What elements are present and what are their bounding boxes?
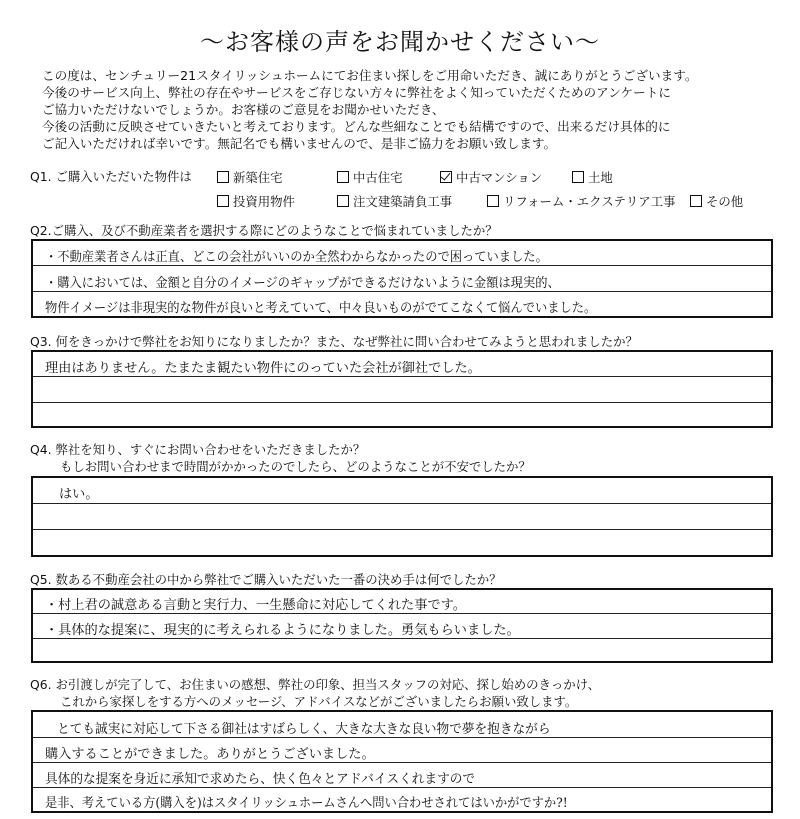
q6-answer-line: 具体的な提案を身近に承知で求めたら、快く色々とアドバイスくれますので	[45, 772, 476, 787]
checkbox-icon[interactable]	[572, 171, 584, 183]
q2-answer-line: ・購入においては、金額と自分のイメージのギャップができるだけないように金額は現実的、	[45, 276, 560, 291]
intro-line: ご記入いただければ幸いです。無記名でも構いませんので、是非ご協力をお願い致します。	[42, 136, 557, 151]
checkbox-icon[interactable]	[217, 171, 229, 183]
checkbox-icon[interactable]	[487, 195, 499, 207]
rule-line	[33, 291, 771, 292]
rule-line	[33, 762, 771, 763]
survey-title: 〜お客様の声をお聞かせください〜	[200, 28, 600, 56]
rule-line	[33, 503, 771, 504]
q2-question: Q2.ご購入、及び不動産業者を選択する際にどのようなことで悩まれていましたか？	[30, 223, 498, 238]
intro-line: 今後のサービス向上、弊社の存在やサービスをご存じない方々に弊社をよく知っていただくためのアンケートに	[42, 85, 671, 100]
q1-option-investment[interactable]: 投資用物件	[217, 192, 295, 210]
q2-answer-line: 物件イメージは非現実的な物件が良いと考えていて、中々良いものがでてこなくて悩んでいました。	[45, 301, 597, 316]
q6-answer-box[interactable]	[31, 710, 773, 813]
intro-line: ご協力いただけないでしょうか。お客様のご意見をお聞かせいただき、	[42, 102, 445, 117]
intro-paragraph	[42, 67, 782, 152]
q6-question-line: Q6. お引渡しが完了して、お住まいの感想、弊社の印象、担当スタッフの対応、探し始めのきっかけ、	[30, 677, 600, 692]
q4-answer-box[interactable]	[31, 476, 773, 557]
rule-line	[33, 638, 771, 639]
rule-line	[33, 787, 771, 788]
q6-answer-line: 購入することができました。ありがとうございました。	[45, 747, 375, 762]
q5-answer-box[interactable]	[31, 588, 773, 663]
q5-answer-line: ・村上君の誠意ある言動と実行力、一生懸命に対応してくれた事です。	[45, 598, 466, 613]
intro-line: 今後の活動に反映させていきたいと考えております。どんな些細なことでも結構ですので、出来るだけ具体的に	[42, 119, 671, 134]
checkbox-checked-icon[interactable]	[440, 171, 452, 183]
rule-line	[33, 402, 771, 403]
checkbox-icon[interactable]	[690, 195, 702, 207]
q2-answer-box[interactable]	[31, 239, 773, 318]
q1-option-custom-build[interactable]: 注文建築請負工事	[337, 192, 452, 210]
q1-option-used-house[interactable]: 中古住宅	[337, 168, 403, 186]
q4-question	[30, 441, 531, 475]
q5-answer-line: ・具体的な提案に、現実的に考えられるようになりました。勇気もらいました。	[45, 623, 520, 638]
q1-option-reform[interactable]: リフォーム・エクステリア工事	[487, 192, 675, 210]
checkbox-icon[interactable]	[337, 171, 349, 183]
q1-option-used-condo[interactable]: 中古マンション	[440, 168, 542, 186]
q5-question: Q5. 数ある不動産会社の中から弊社でご購入いただいた一番の決め手は何でしたか？	[30, 572, 502, 587]
q4-question-line: Q4. 弊社を知り、すぐにお問い合わせをいただきましたか？	[30, 442, 366, 457]
q4-question-sub: もしお問い合わせまで時間がかかったのでしたら、どのようなことが不安でしたか？	[60, 459, 531, 474]
q3-answer-box[interactable]	[31, 350, 773, 428]
rule-line	[33, 265, 771, 266]
rule-line	[33, 737, 771, 738]
rule-line	[33, 529, 771, 530]
rule-line	[33, 376, 771, 377]
q3-answer-line: 理由はありません。たまたま観たい物件にのっていた会社が御社でした。	[45, 361, 481, 376]
q6-answer-line: とても誠実に対応して下さる御社はすばらしく、大きな大きな良い物で夢を抱きながら	[57, 722, 551, 737]
q1-option-new-house[interactable]: 新築住宅	[217, 168, 283, 186]
q6-question-sub: これから家探しをする方へのメッセージ、アドバイスなどがございましたらお願い致します。	[60, 694, 578, 709]
rule-line	[33, 613, 771, 614]
q1-option-land[interactable]: 土地	[572, 168, 613, 186]
q1-option-other[interactable]: その他	[690, 192, 743, 210]
q2-answer-line: ・不動産業者さんは正直、どこの会社がいいのか全然わからなかったので困っていました。	[45, 250, 548, 265]
q6-question	[30, 676, 600, 710]
checkbox-icon[interactable]	[337, 195, 349, 207]
q6-answer-line: 是非、考えている方(購入を)はスタイリッシュホームさんへ問い合わせされてはいかがですか?!	[45, 796, 568, 811]
intro-line: この度は、センチュリー21スタイリッシュホームにてお住まい探しをご用命いただき、誠にありがとうございます。	[42, 68, 698, 83]
checkbox-icon[interactable]	[217, 195, 229, 207]
q1-label: Q1. ご購入いただいた物件は	[30, 169, 192, 184]
q4-answer-line: はい。	[59, 487, 99, 502]
q3-question: Q3. 何をきっかけで弊社をお知りになりましたか？また、なぜ弊社に問い合わせてみようと思われましたか？	[30, 334, 638, 349]
